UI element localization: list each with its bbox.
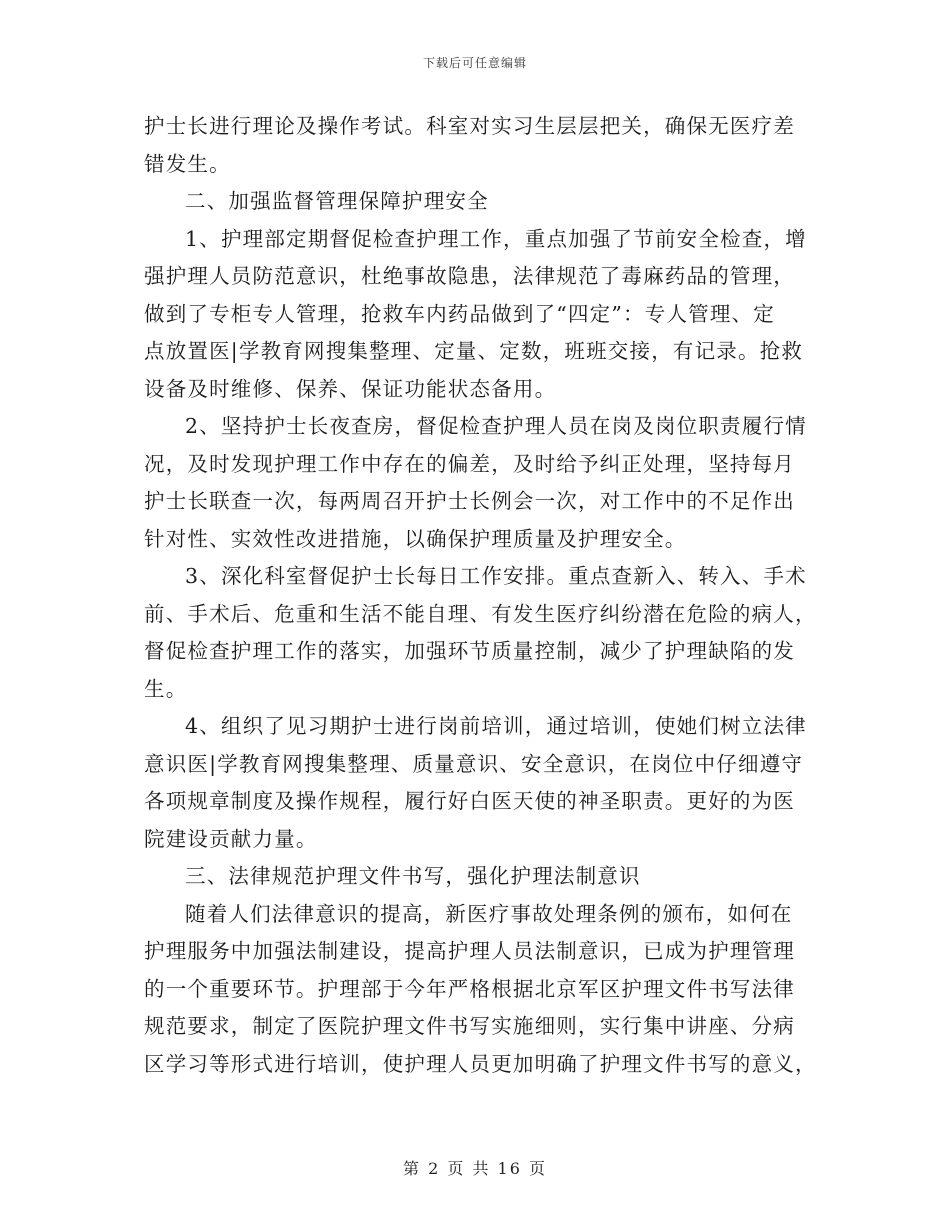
- text-line: 意识医|学教育网搜集整理、质量意识、安全意识，在岗位中仔细遵守: [144, 751, 804, 776]
- text-line: 二、加强监督管理保障护理安全: [185, 189, 489, 213]
- text-line: 生。: [144, 676, 188, 701]
- text-line: 况，及时发现护理工作中存在的偏差，及时给予纠正处理，坚持每月: [144, 451, 795, 476]
- text-line: 各项规章制度及操作规程，履行好白医天使的神圣职责。更好的为医: [144, 789, 795, 813]
- text-line: 设备及时维修、保养、保证功能状态备用。: [144, 376, 557, 401]
- page-footer: 第 2 页 共 16 页: [403, 1159, 547, 1178]
- text-line: 前、手术后、危重和生活不能自理、有发生医疗纠纷潜在危险的病人，: [144, 601, 817, 626]
- text-line: 点放置医|学教育网搜集整理、定量、定数，班班交接，有记录。抢救: [144, 339, 804, 363]
- text-line: 护理服务中加强法制建设，提高护理人员法制意识，已成为护理管理: [144, 939, 795, 963]
- text-line: 强护理人员防范意识，杜绝事故隐患，法律规范了毒麻药品的管理，: [144, 264, 795, 288]
- text-line: 3、深化科室督促护士长每日工作安排。重点查新入、转入、手术: [185, 564, 807, 588]
- document-body: [144, 108, 817, 1083]
- text-line: 随着人们法律意识的提高，新医疗事故处理条例的颁布，如何在: [185, 901, 793, 926]
- page-header: 下载后可任意编辑: [422, 56, 527, 70]
- text-line: 护士长进行理论及操作考试。科室对实习生层层把关，确保无医疗差: [144, 114, 795, 138]
- text-line: 护士长联查一次，每两周召开护士长例会一次，对工作中的不足作出: [144, 489, 795, 513]
- text-line: 针对性、实效性改进措施，以确保护理质量及护理安全。: [144, 526, 687, 551]
- text-line: 规范要求，制定了医院护理文件书写实施细则，实行集中讲座、分病: [144, 1014, 795, 1038]
- text-line: 三、法律规范护理文件书写，强化护理法制意识: [185, 864, 641, 888]
- text-line: 2、坚持护士长夜查房，督促检查护理人员在岗及岗位职责履行情: [185, 414, 807, 438]
- text-line: 区学习等形式进行培训，使护理人员更加明确了护理文件书写的意义，: [144, 1051, 817, 1076]
- text-line: 4、组织了见习期护士进行岗前培训，通过培训，使她们树立法律: [185, 714, 807, 738]
- text-line: 院建设贡献力量。: [144, 826, 318, 851]
- text-line: 的一个重要环节。护理部于今年严格根据北京军区护理文件书写法律: [144, 976, 795, 1001]
- text-line: 做到了专柜专人管理，抢救车内药品做到了“四定”：专人管理、定: [144, 301, 775, 326]
- text-line: 错发生。: [144, 151, 231, 176]
- text-line: 1、护理部定期督促检查护理工作，重点加强了节前安全检查，增: [185, 226, 807, 251]
- text-line: 督促检查护理工作的落实，加强环节质量控制，减少了护理缺陷的发: [144, 639, 795, 663]
